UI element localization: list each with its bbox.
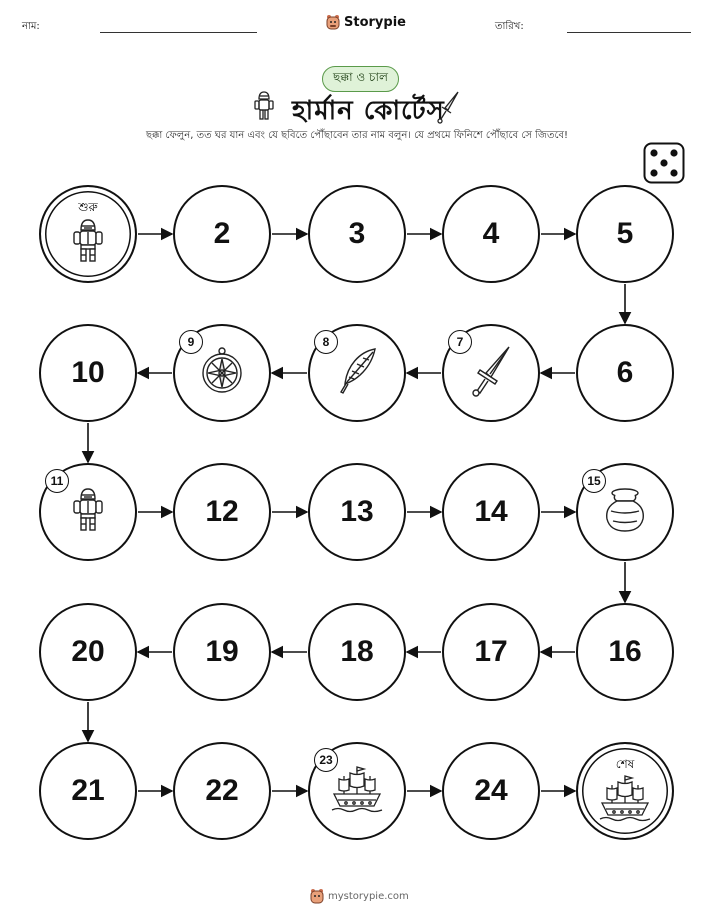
space-number: 5 xyxy=(616,217,634,250)
space-number: 24 xyxy=(474,774,508,807)
space-number: 6 xyxy=(616,356,634,389)
space-2 xyxy=(173,185,271,283)
space-14 xyxy=(442,463,540,561)
footer xyxy=(310,888,409,904)
space-number-badge: 7 xyxy=(448,330,472,354)
ship-icon xyxy=(598,773,652,827)
brand-name: Storypie xyxy=(344,14,406,30)
space-17 xyxy=(442,603,540,701)
space-number: 14 xyxy=(474,495,508,528)
space-number: 3 xyxy=(348,217,366,250)
space-13 xyxy=(308,463,406,561)
space-number-badge: 11 xyxy=(45,469,69,493)
instructions: ছক্কা ফেলুন, তত ঘর যান এবং যে ছবিতে পৌঁছাবেন তার নাম বলুন। যে প্রথমে ফিনিশে পৌঁছাবে সে জিতবে! xyxy=(145,130,569,141)
space-number: 13 xyxy=(340,495,374,528)
date-label: তারিখ: xyxy=(495,21,524,32)
space-24 xyxy=(442,742,540,840)
knight-icon xyxy=(71,218,105,268)
space-number-badge: 15 xyxy=(582,469,606,493)
compass-icon xyxy=(198,347,246,399)
space-number: 18 xyxy=(340,635,374,668)
name-label: নাম: xyxy=(22,21,40,32)
space-number: 16 xyxy=(608,635,642,668)
footer-mascot-icon xyxy=(310,888,324,904)
finish-space xyxy=(576,742,674,840)
pot-icon xyxy=(601,487,649,537)
space-number: 4 xyxy=(482,217,500,250)
space-19 xyxy=(173,603,271,701)
ship-icon xyxy=(330,764,384,818)
space-number: 22 xyxy=(205,774,239,807)
space-number: 12 xyxy=(205,495,239,528)
page-title: হার্মান কোর্টেস xyxy=(292,96,445,126)
space-number: 19 xyxy=(205,635,239,668)
space-number: 10 xyxy=(71,356,105,389)
space-4 xyxy=(442,185,540,283)
quill-icon xyxy=(333,346,381,400)
space-number: 20 xyxy=(71,635,105,668)
space-3 xyxy=(308,185,406,283)
space-number: 17 xyxy=(474,635,508,668)
space-16 xyxy=(576,603,674,701)
space-6 xyxy=(576,324,674,422)
sword-icon xyxy=(469,345,513,401)
space-number-badge: 23 xyxy=(314,748,338,772)
space-number: 2 xyxy=(213,217,231,250)
space-10 xyxy=(39,324,137,422)
space-number-badge: 8 xyxy=(314,330,338,354)
space-number: 21 xyxy=(71,774,105,807)
footer-site: mystorypie.com xyxy=(328,890,409,902)
start-label: শুরু xyxy=(78,200,98,214)
game-type-badge: ছক্কা ও চাল xyxy=(322,66,399,92)
knight-icon xyxy=(71,487,105,537)
start-space xyxy=(39,185,137,283)
finish-label: শেষ xyxy=(615,757,635,771)
space-20 xyxy=(39,603,137,701)
space-12 xyxy=(173,463,271,561)
space-number-badge: 9 xyxy=(179,330,203,354)
space-21 xyxy=(39,742,137,840)
space-18 xyxy=(308,603,406,701)
space-22 xyxy=(173,742,271,840)
space-5 xyxy=(576,185,674,283)
